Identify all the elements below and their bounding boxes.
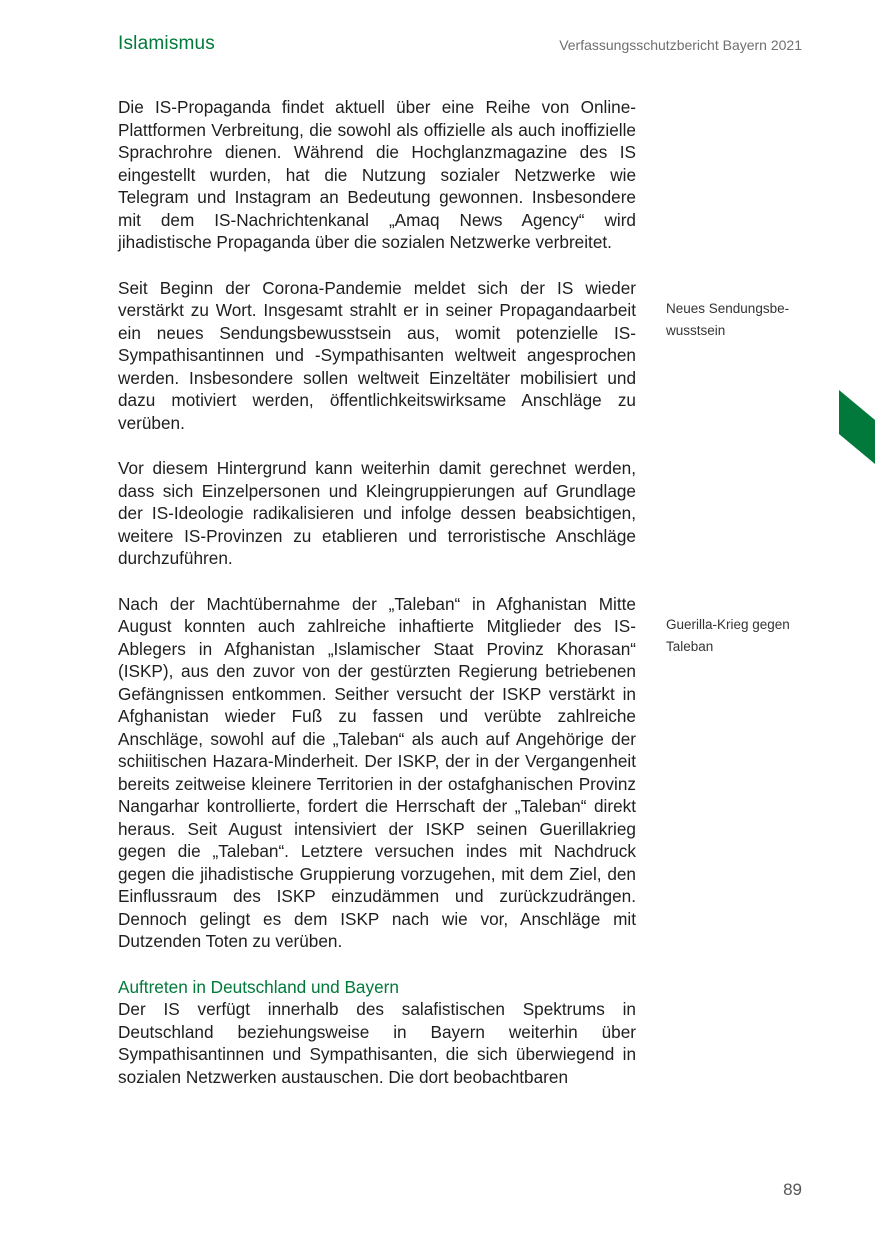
margin-note-text: Guerilla-Krieg gegen Taleban [666,617,790,654]
chapter-tab-shape [839,390,875,464]
margin-note-sendungsbewusstsein [666,298,816,342]
paragraph-afghanistan: Nach der Machtübernahme der „Taleban“ in Afghanistan Mitte August konnten auch zahlreiche inhaftierte Mitglieder des IS-Ablegers in Afghanistan „Islamischer Staat Provinz Khorasan“ (ISKP), aus den zuvor von der gestürzten Regierung betriebenen Gefängnissen entkommen. Seither versucht der ISKP verstärkt in Afghanistan wieder Fuß zu fassen und verübte zahlreiche Anschläge, sowohl auf die „Taleban“ als auch auf Angehörige der schiitischen Hazara-Minderheit. Der ISKP, der in der Vergangenheit bereits zeitweise kleinere Territorien in der ostafghanischen Provinz Nangarhar kontrollierte, fordert die Herrschaft der „Taleban“ direkt heraus. Seit August intensiviert der ISKP seinen Guerillakrieg gegen die „Taleban“. Letztere versuchen indes mit Nachdruck gegen die jihadistische Gruppierung vorzugehen, mit dem Ziel, den Einflussraum des ISKP einzudämmen und zurückzudrängen. Dennoch gelingt es dem ISKP nach wie vor, Anschläge mit Dutzenden Toten zu verüben. [118,593,636,951]
page-number: 89 [783,1180,802,1199]
margin-note-text: Neues Sendungsbe- wusstsein [666,301,790,338]
chapter-tab-marker [839,390,875,464]
margin-note-guerilla [666,614,816,658]
subheading: Auftreten in Deutschland und Bayern [118,976,399,997]
main-text [118,96,636,1088]
paragraph-background: Vor diesem Hintergrund kann weiterhin damit gerechnet werden, dass sich Einzelpersonen und Kleingruppierungen auf Grundlage der IS-Ideologie radikalisieren und infolge dessen beabsichtigen, weitere IS-Provinzen zu etablieren und terroristische Anschläge durchzuführen. [118,458,636,568]
paragraph-germany: Der IS verfügt innerhalb des salafistischen Spektrums in Deutschland beziehungsweise in Bayern weiterhin über Sympathisantinnen und Sympathisanten, die sich überwiegend in sozialen Netzwerken austauschen. Die dort beobachtbaren [118,999,636,1087]
publication-title: Verfassungsschutzbericht Bayern 2021 [559,37,802,53]
paragraph-propaganda: Die IS-Propaganda findet aktuell über eine Reihe von Online-Plattformen Verbreitung, die sowohl als offizielle als auch inoffizielle Sprachrohre dienen. Während die Hochglanzmagazine des IS eingestellt wurden, hat die Nutzung sozialer Netzwerke wie Telegram und Instagram an Bedeutung gewonnen. Insbesondere mit dem IS-Nachrichtenkanal „Amaq News Agency“ wird jihadistische Propaganda über die sozialen Netzwerke verbreitet. [118,97,636,252]
paragraph-corona: Seit Beginn der Corona-Pandemie meldet sich der IS wieder verstärkt zu Wort. Insgesamt strahlt er in seiner Propagandaarbeit ein neues Sendungsbewusstsein aus, womit potenzielle IS-Sympathisantinnen und -Sympathisanten weltweit angesprochen werden. Insbesondere sollen weltweit Einzeltäter mobilisiert und dazu motiviert werden, öffentlichkeitswirksame Anschläge zu verüben. [118,277,636,433]
section-title: Islamismus [118,33,216,54]
